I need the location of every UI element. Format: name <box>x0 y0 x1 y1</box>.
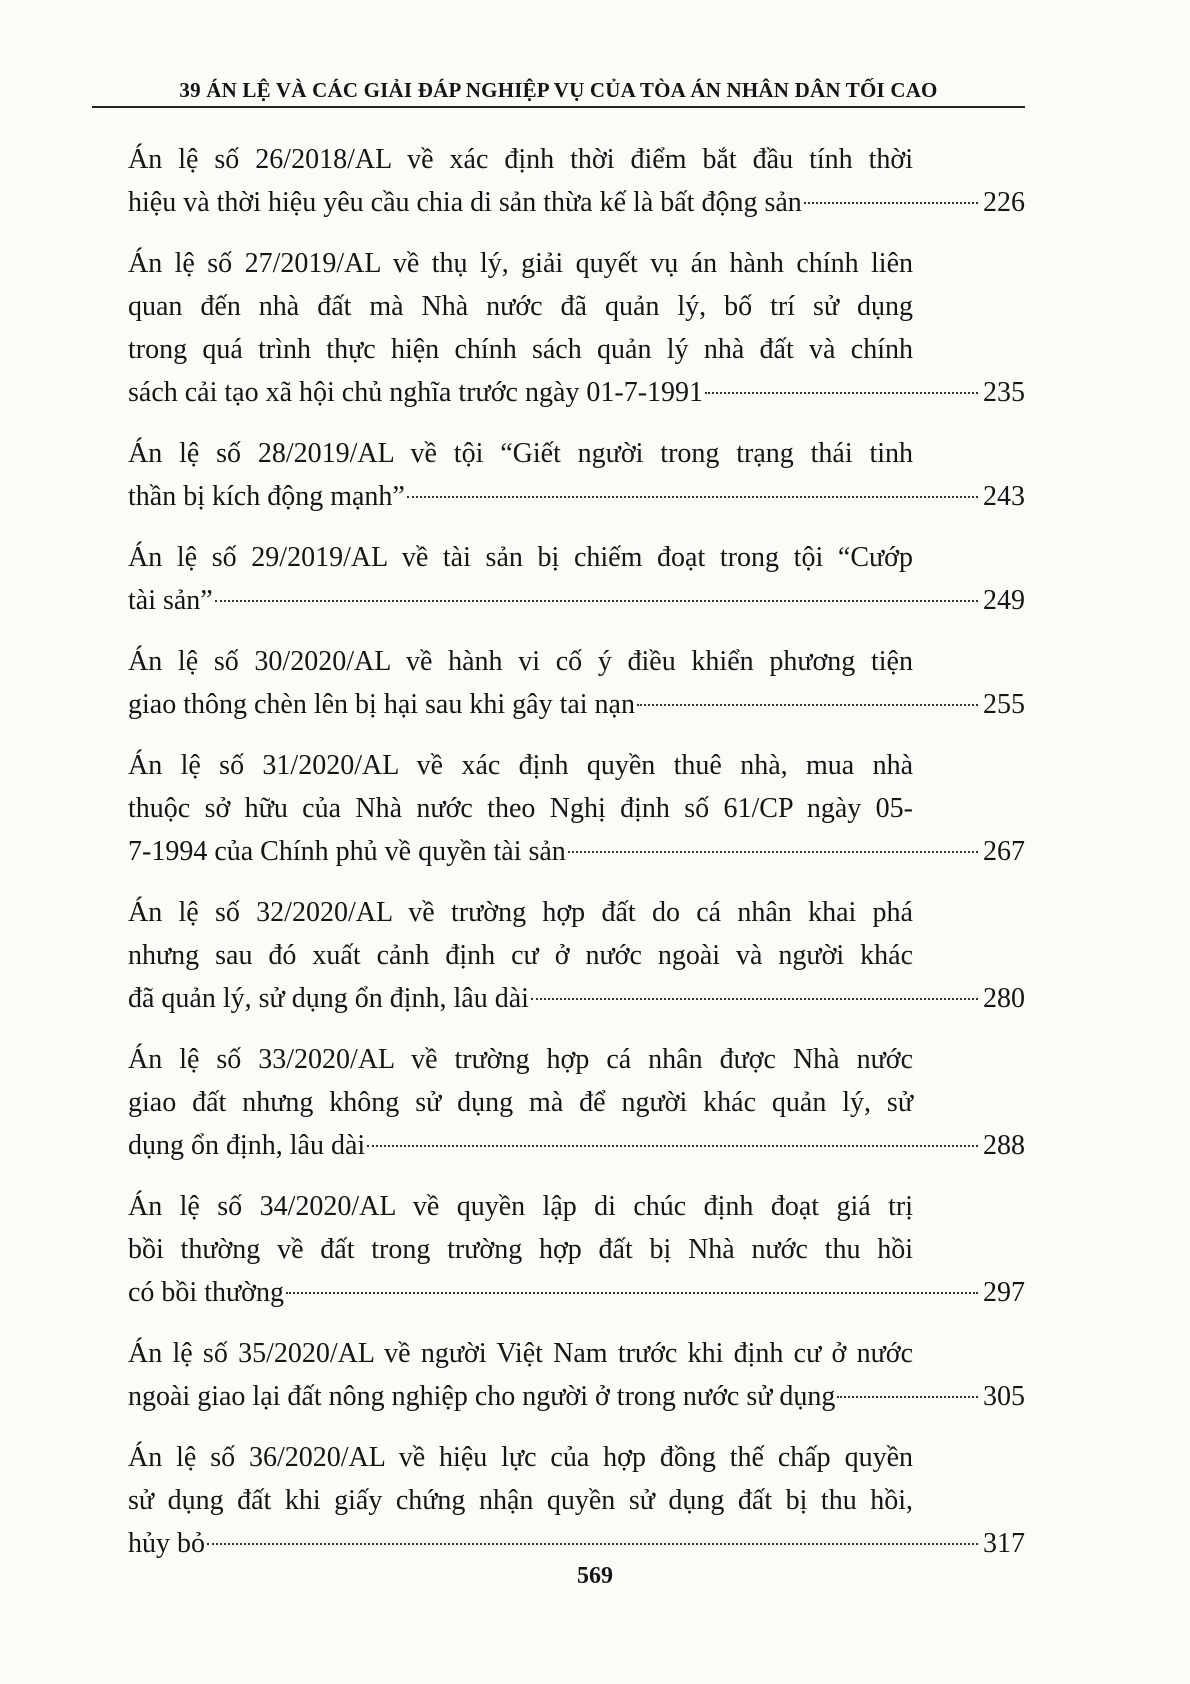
toc-entry-line: Án lệ số 32/2020/AL về trường hợp đất do cá nhân khai phá <box>128 897 913 928</box>
toc-page-number: 243 <box>983 481 1025 512</box>
toc-entry <box>128 138 1025 224</box>
toc-entry <box>128 536 1025 622</box>
toc-entry-line: Án lệ số 35/2020/AL về người Việt Nam trước khi định cư ở nước <box>128 1338 913 1369</box>
toc-entry-last-line <box>128 1522 1025 1565</box>
toc-entry-text: giao thông chèn lên bị hại sau khi gây tai nạn <box>128 689 635 720</box>
toc-entry-line: Án lệ số 31/2020/AL về xác định quyền thuê nhà, mua nhà <box>128 750 913 781</box>
dot-leader <box>804 202 978 204</box>
toc-entry-line: Án lệ số 30/2020/AL về hành vi cố ý điều khiển phương tiện <box>128 646 913 677</box>
toc-entry-line: quan đến nhà đất mà Nhà nước đã quản lý, bố trí sử dụng <box>128 291 913 322</box>
dot-leader <box>705 392 978 394</box>
toc-entry <box>128 1038 1025 1167</box>
toc-entry-last-line <box>128 371 1025 414</box>
toc-entry-line: Án lệ số 28/2019/AL về tội “Giết người trong trạng thái tinh <box>128 438 913 469</box>
toc-page-number: 255 <box>983 689 1025 720</box>
toc-entry-line: Án lệ số 26/2018/AL về xác định thời điểm bắt đầu tính thời <box>128 144 913 175</box>
toc-entry-last-line <box>128 1124 1025 1167</box>
toc-entry-last-line <box>128 475 1025 518</box>
dot-leader <box>531 998 978 1000</box>
header-rule <box>92 106 1025 108</box>
toc-entry-line: Án lệ số 29/2019/AL về tài sản bị chiếm đoạt trong tội “Cướp <box>128 542 913 573</box>
toc-entry <box>128 432 1025 518</box>
toc-entry-line: Án lệ số 36/2020/AL về hiệu lực của hợp đồng thế chấp quyền <box>128 1442 913 1473</box>
toc-entry-line: trong quá trình thực hiện chính sách quản lý nhà đất và chính <box>128 334 913 365</box>
toc-entry-line: Án lệ số 33/2020/AL về trường hợp cá nhân được Nhà nước <box>128 1044 913 1075</box>
toc-entry <box>128 1332 1025 1418</box>
toc-page-number: 305 <box>983 1381 1025 1412</box>
toc-entry-line: thuộc sở hữu của Nhà nước theo Nghị định số 61/CP ngày 05- <box>128 793 913 824</box>
toc-entry-text: tài sản” <box>128 585 213 616</box>
toc-page-number: 297 <box>983 1277 1025 1308</box>
toc-entry-last-line <box>128 181 1025 224</box>
toc-page-number: 249 <box>983 585 1025 616</box>
toc-entry <box>128 744 1025 873</box>
toc-entry-text: 7-1994 của Chính phủ về quyền tài sản <box>128 836 566 867</box>
toc-page-number: 317 <box>983 1528 1025 1559</box>
toc-entry <box>128 1436 1025 1565</box>
toc-entry-line: Án lệ số 34/2020/AL về quyền lập di chúc định đoạt giá trị <box>128 1191 913 1222</box>
toc-entry-text: ngoài giao lại đất nông nghiệp cho người ở trong nước sử dụng <box>128 1381 836 1412</box>
dot-leader <box>837 1396 978 1398</box>
toc-entry-text: dụng ổn định, lâu dài <box>128 1130 366 1161</box>
running-header: 39 ÁN LỆ VÀ CÁC GIẢI ĐÁP NGHIỆP VỤ CỦA TÒA ÁN NHÂN DÂN TỐI CAO <box>179 78 938 102</box>
toc-entry-text: thần bị kích động mạnh” <box>128 481 405 512</box>
toc-entry-last-line <box>128 579 1025 622</box>
dot-leader <box>407 496 978 498</box>
toc-entry-text: có bồi thường <box>128 1277 284 1308</box>
dot-leader <box>367 1145 978 1147</box>
page-number: 569 <box>577 1563 613 1589</box>
dot-leader <box>637 704 978 706</box>
toc-entry-last-line <box>128 1375 1025 1418</box>
toc-entry <box>128 242 1025 414</box>
toc-entry <box>128 1185 1025 1314</box>
toc-entry-line: nhưng sau đó xuất cảnh định cư ở nước ngoài và người khác <box>128 940 913 971</box>
toc-entry-line: bồi thường về đất trong trường hợp đất bị Nhà nước thu hồi <box>128 1234 913 1265</box>
dot-leader <box>568 851 978 853</box>
toc-entry-line: Án lệ số 27/2019/AL về thụ lý, giải quyết vụ án hành chính liên <box>128 248 913 279</box>
toc-page-number: 288 <box>983 1130 1025 1161</box>
toc-entry <box>128 640 1025 726</box>
table-of-contents <box>128 138 1025 1583</box>
toc-entry-last-line <box>128 977 1025 1020</box>
dot-leader <box>207 1543 978 1545</box>
toc-entry-text: hiệu và thời hiệu yêu cầu chia di sản thừa kế là bất động sản <box>128 187 802 218</box>
toc-page-number: 235 <box>983 377 1025 408</box>
toc-page-number: 280 <box>983 983 1025 1014</box>
toc-entry-text: hủy bỏ <box>128 1528 205 1559</box>
toc-entry-text: sách cải tạo xã hội chủ nghĩa trước ngày 01-7-1991 <box>128 377 704 408</box>
toc-page-number: 267 <box>983 836 1025 867</box>
toc-entry <box>128 891 1025 1020</box>
toc-entry-last-line <box>128 830 1025 873</box>
toc-entry-last-line <box>128 1271 1025 1314</box>
toc-page-number: 226 <box>983 187 1025 218</box>
dot-leader <box>215 600 978 602</box>
toc-entry-text: đã quản lý, sử dụng ổn định, lâu dài <box>128 983 529 1014</box>
toc-entry-line: giao đất nhưng không sử dụng mà để người khác quản lý, sử <box>128 1087 913 1118</box>
dot-leader <box>286 1292 978 1294</box>
toc-entry-line: sử dụng đất khi giấy chứng nhận quyền sử dụng đất bị thu hồi, <box>128 1485 913 1516</box>
toc-entry-last-line <box>128 683 1025 726</box>
